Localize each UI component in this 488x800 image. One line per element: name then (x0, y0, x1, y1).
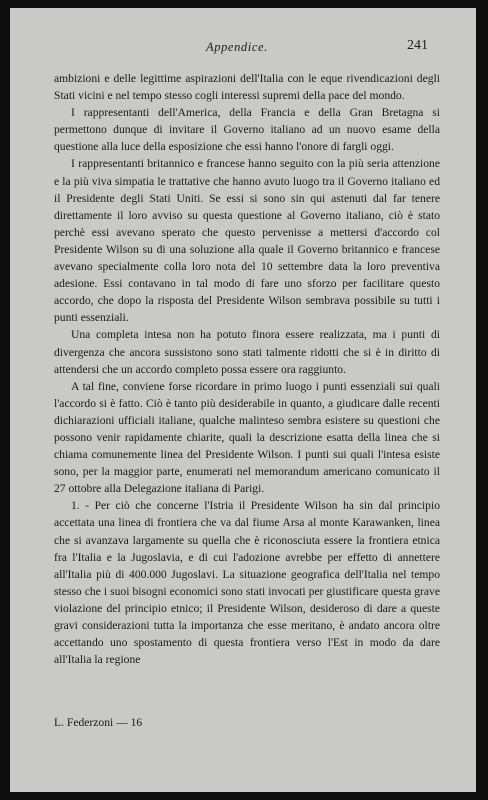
page-number: 241 (407, 38, 428, 53)
book-page (10, 8, 476, 792)
paragraph: Una completa intesa non ha potuto finora essere realizzata, ma i punti di divergenza che ancora sussistono sono stati talmente ridotti che si è in diritto di attendersi che un accordo completo possa essere ora raggiunto. (54, 328, 440, 376)
running-head (10, 40, 476, 60)
signature-mark: L. Federzoni — 16 (54, 716, 143, 729)
paragraph: I rappresentanti britannico e francese hanno seguito con la più seria attenzione e la più viva simpatia le trattative che hanno avuto luogo tra il Governo italiano ed il Presidente degli Stati Uniti. Se essi si sono sin qui astenuti dal far tenere direttamente il loro avviso su questa questione al Governo italiano, ciò è stato perchè essi avevano sperato che questo pervenisse a mettersi d'accordo col Presidente Wilson su di una soluzione alla quale il Governo britannico e francese avevano specialmente colla loro nota del 10 settembre data la loro preventiva adesione. Essi contavano in tal modo di fare uno sforzo per facilitare questo accordo, che dopo la risposta del Presidente Wilson sembrava possibile su tutti i punti essenziali. (54, 157, 440, 325)
paragraph: I rappresentanti dell'America, della Francia e della Gran Bretagna si permettono dunque di invitare il Governo italiano ad un nuovo esame della questione alla luce della esposizione che essi hanno l'onore di fargli oggi. (54, 106, 440, 154)
paragraph: A tal fine, conviene forse ricordare in primo luogo i punti essenziali sui quali l'accordo si è fatto. Ciò è tanto più desiderabile in quanto, a giudicare dalle recenti dichiarazioni ufficiali italiane, qualche malinteso sembra esistere su questioni che possono venir rapidamente chiarite, quali la descrizione esatta della linea che si chiama comunemente linea del Presidente Wilson. I punti sui quali l'intesa esiste sono, per la maggior parte, enumerati nel memorandum americano comunicato il 27 ottobre alla Delegazione italiana di Parigi. (54, 379, 440, 496)
paragraph: ambizioni e delle legittime aspirazioni dell'Italia con le eque rivendicazioni degli Stati vicini e nel tempo stesso cogli interessi supremi della pace del mondo. (54, 72, 440, 103)
paragraph: 1. - Per ciò che concerne l'Istria il Presidente Wilson ha sin dal principio accettata una linea di frontiera che va dal fiume Arsa al monte Karawanken, linea che si avanzava largamente su quella che è riconosciuta essere la frontiera etnica fra l'Italia e la Jugoslavia, e di cui l'adozione avrebbe per effetto di annettere all'Italia più di 400.000 Jugoslavi. La situazione geografica dell'Italia nel tempo stesso che i suoi bisogni economici sono stati invocati per giustificare questa grave violazione del principio etnico; il Presidente Wilson, desideroso di dare a queste gravi considerazioni tutta la importanza che esse meritano, è andato ancora oltre accettando uno spostamento di questa frontiera verso l'Est in modo da dare all'Italia la regione (54, 499, 440, 667)
body-text (54, 70, 440, 668)
running-head-title: Appendice. (206, 40, 268, 54)
